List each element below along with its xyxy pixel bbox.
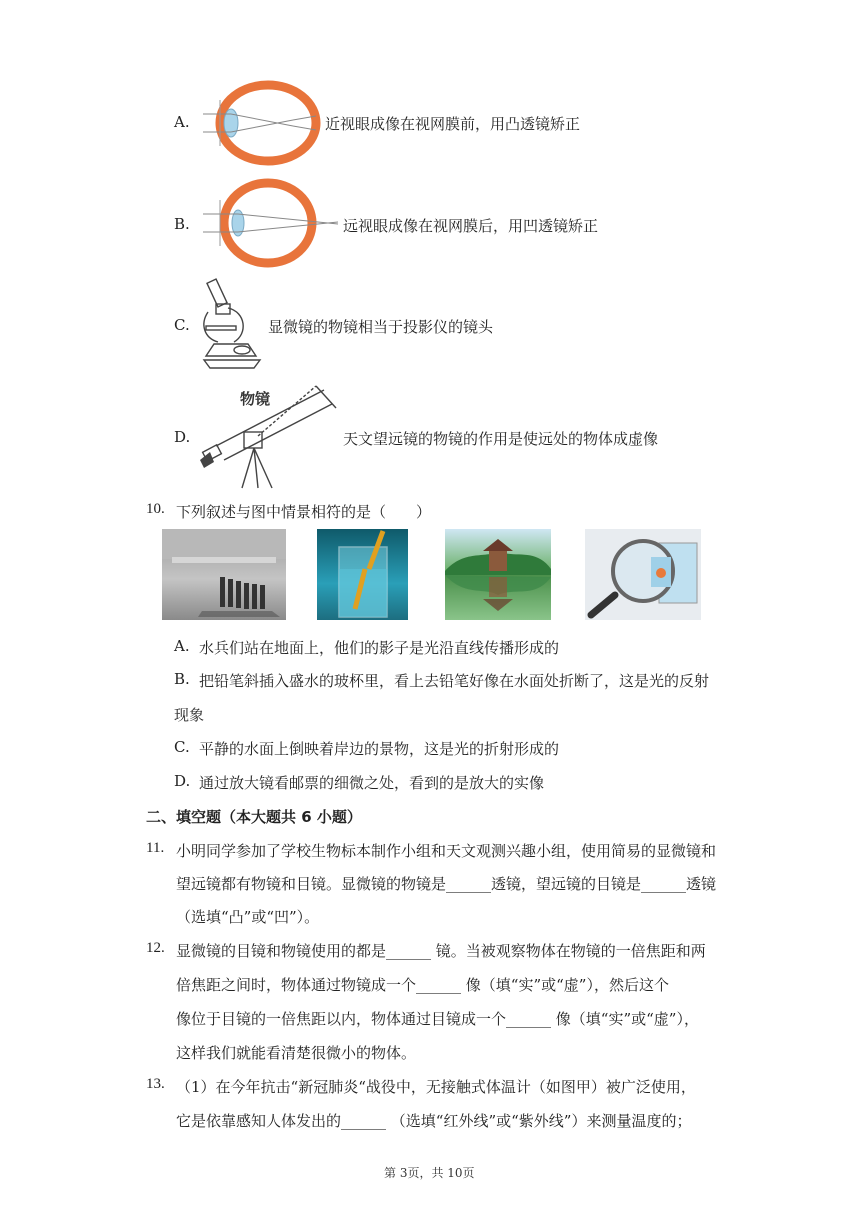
soldiers-photo — [162, 529, 286, 620]
q12-line4: 这样我们就能看清楚很微小的物体。 — [176, 1044, 417, 1062]
q10-number: 10. — [146, 501, 165, 517]
q12-line3: 像位于目镜的一倍焦距以内，物体通过目镜成一个______ 像（填“实”或“虚”）， — [176, 1010, 699, 1028]
q10-option-d-text: 通过放大镜看邮票的细微之处，看到的是放大的实像 — [199, 774, 545, 792]
q10-stem: 下列叙述与图中情景相符的是（ ） — [176, 503, 432, 521]
myopia-eye-diagram — [198, 78, 328, 168]
q10-option-a-text: 水兵们站在地面上，他们的影子是光沿直线传播形成的 — [199, 639, 560, 657]
q10-option-b-line2: 现象 — [174, 706, 205, 724]
q10-option-c-text: 平静的水面上倒映着岸边的景物，这是光的折射形成的 — [199, 740, 560, 758]
q10-option-b-line1: 把铅笔斜插入盛水的玻杯里，看上去铅笔好像在水面处折断了，这是光的反射 — [199, 672, 710, 690]
objective-lens-label: 物镜 — [240, 390, 271, 408]
option-d-letter: D. — [174, 428, 191, 446]
option-a-letter: A. — [174, 113, 190, 131]
hyperopia-eye-diagram — [198, 178, 343, 268]
option-a-text: 近视眼成像在视网膜前，用凸透镜矫正 — [325, 115, 581, 133]
q10-option-b-letter: B. — [174, 670, 190, 688]
option-b-letter: B. — [174, 215, 190, 233]
pavilion-reflection-photo — [445, 529, 551, 620]
option-c-text: 显微镜的物镜相当于投影仪的镜头 — [268, 318, 494, 336]
q13-number: 13. — [146, 1076, 165, 1092]
q12-number: 12. — [146, 940, 165, 956]
option-c-letter: C. — [174, 316, 190, 334]
q10-option-c-letter: C. — [174, 738, 190, 756]
q10-option-a-letter: A. — [174, 637, 190, 655]
q13-line1: （1）在今年抗击“新冠肺炎“战役中，无接触式体温计（如图甲）被广泛使用， — [176, 1078, 696, 1096]
q10-option-d-letter: D. — [174, 772, 191, 790]
microscope-drawing — [198, 272, 268, 372]
q11-line1: 小明同学参加了学校生物标本制作小组和天文观测兴趣小组，使用简易的显微镜和 — [176, 842, 717, 860]
option-b-text: 远视眼成像在视网膜后，用凹透镜矫正 — [343, 217, 599, 235]
page-footer: 第 3页，共 10页 — [384, 1166, 475, 1180]
q11-number: 11. — [146, 840, 165, 856]
magnifier-stamp-photo — [585, 529, 701, 620]
pencil-in-water-photo — [317, 529, 408, 620]
q11-line3: （选填“凸”或“凹”）。 — [176, 908, 320, 926]
section-2-title: 二、填空题（本大题共 6 小题） — [146, 808, 362, 826]
q13-line2: 它是依靠感知人体发出的______ （选填“红外线”或“紫外线”）来测量温度的； — [176, 1112, 692, 1130]
option-d-text: 天文望远镜的物镜的作用是使远处的物体成虚像 — [343, 430, 659, 448]
q12-line2: 倍焦距之间时，物体通过物镜成一个______ 像（填“实”或“虚”），然后这个 — [176, 976, 669, 994]
q11-line2: 望远镜都有物镜和目镜。显微镜的物镜是______透镜，望远镜的目镜是______透镜 — [176, 875, 717, 893]
q12-line1: 显微镜的目镜和物镜使用的都是______ 镜。当被观察物体在物镜的一倍焦距和两 — [176, 942, 706, 960]
